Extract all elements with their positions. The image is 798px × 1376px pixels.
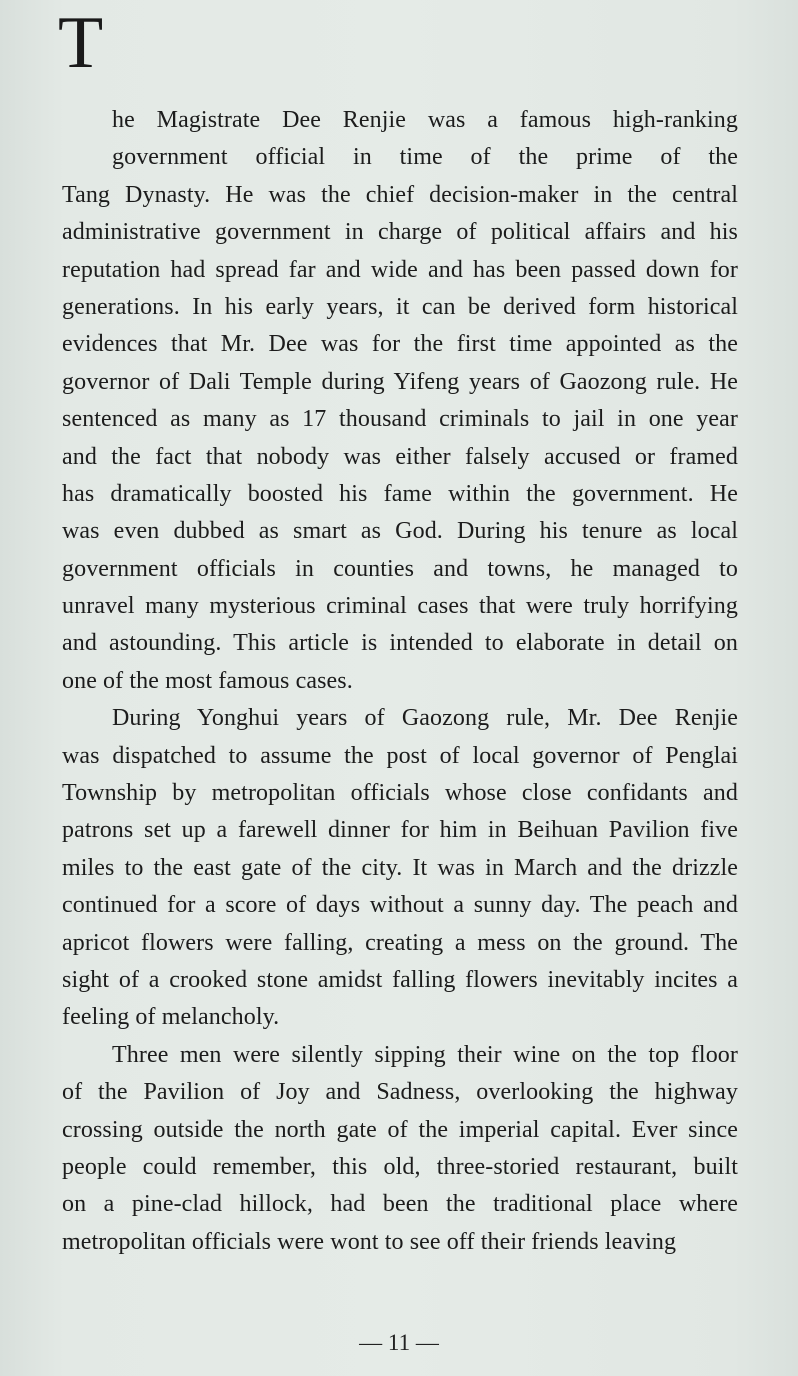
text-line: generations. In his early years, it can be derived form historical xyxy=(62,293,738,320)
text-line: Three men were silently sipping their wine on the top floor xyxy=(112,1041,738,1068)
text-line: and the fact that nobody was either falsely accused or framed xyxy=(62,443,738,470)
text-line: Tang Dynasty. He was the chief decision-maker in the central xyxy=(62,181,738,208)
text-line: Township by metropolitan officials whose close confidants and xyxy=(62,780,738,807)
text-line: government official in time of the prime of the xyxy=(112,144,738,171)
text-line: unravel many mysterious criminal cases that were truly horrifying xyxy=(62,593,738,620)
text-line: miles to the east gate of the city. It was in March and the drizzle xyxy=(62,854,738,881)
text-line: sight of a crooked stone amidst falling flowers inevitably incites a xyxy=(62,966,738,993)
text-line: evidences that Mr. Dee was for the first time appointed as the xyxy=(62,331,738,358)
text-line: apricot flowers were falling, creating a mess on the ground. The xyxy=(62,929,738,956)
text-line: was even dubbed as smart as God. During his tenure as local xyxy=(62,518,738,545)
text-line: administrative government in charge of political affairs and his xyxy=(62,219,738,246)
text-line: crossing outside the north gate of the imperial capital. Ever since xyxy=(62,1116,738,1143)
text-line: reputation had spread far and wide and has been passed down for xyxy=(62,256,738,283)
text-line: patrons set up a farewell dinner for him in Beihuan Pavilion five xyxy=(62,817,738,844)
text-line: one of the most famous cases. xyxy=(62,667,353,694)
paragraph xyxy=(62,1037,738,1261)
text-line: governor of Dali Temple during Yifeng years of Gaozong rule. He xyxy=(62,368,738,395)
text-line: and astounding. This article is intended to elaborate in detail on xyxy=(62,630,738,657)
text-line: on a pine-clad hillock, had been the traditional place where xyxy=(62,1191,738,1218)
drop-cap: T xyxy=(58,2,104,84)
text-line: metropolitan officials were wont to see off their friends leaving xyxy=(62,1228,677,1255)
text-line: feeling of melancholy. xyxy=(62,1004,280,1031)
text-line: of the Pavilion of Joy and Sadness, overlooking the highway xyxy=(62,1079,738,1106)
paragraph xyxy=(62,700,738,1037)
text-line: During Yonghui years of Gaozong rule, Mr. Dee Renjie xyxy=(112,705,738,732)
text-line: government officials in counties and towns, he managed to xyxy=(62,555,738,582)
body-text xyxy=(62,102,738,1261)
text-line: people could remember, this old, three-storied restaurant, built xyxy=(62,1153,738,1180)
text-line: continued for a score of days without a sunny day. The peach and xyxy=(62,892,738,919)
text-line: has dramatically boosted his fame within the government. He xyxy=(62,480,738,507)
text-line: was dispatched to assume the post of local governor of Penglai xyxy=(62,742,738,769)
text-line: he Magistrate Dee Renjie was a famous high-ranking xyxy=(112,107,738,133)
page-number: — 11 — xyxy=(359,1330,439,1355)
paragraph xyxy=(62,102,738,700)
text-line: sentenced as many as 17 thousand criminals to jail in one year xyxy=(62,406,738,433)
